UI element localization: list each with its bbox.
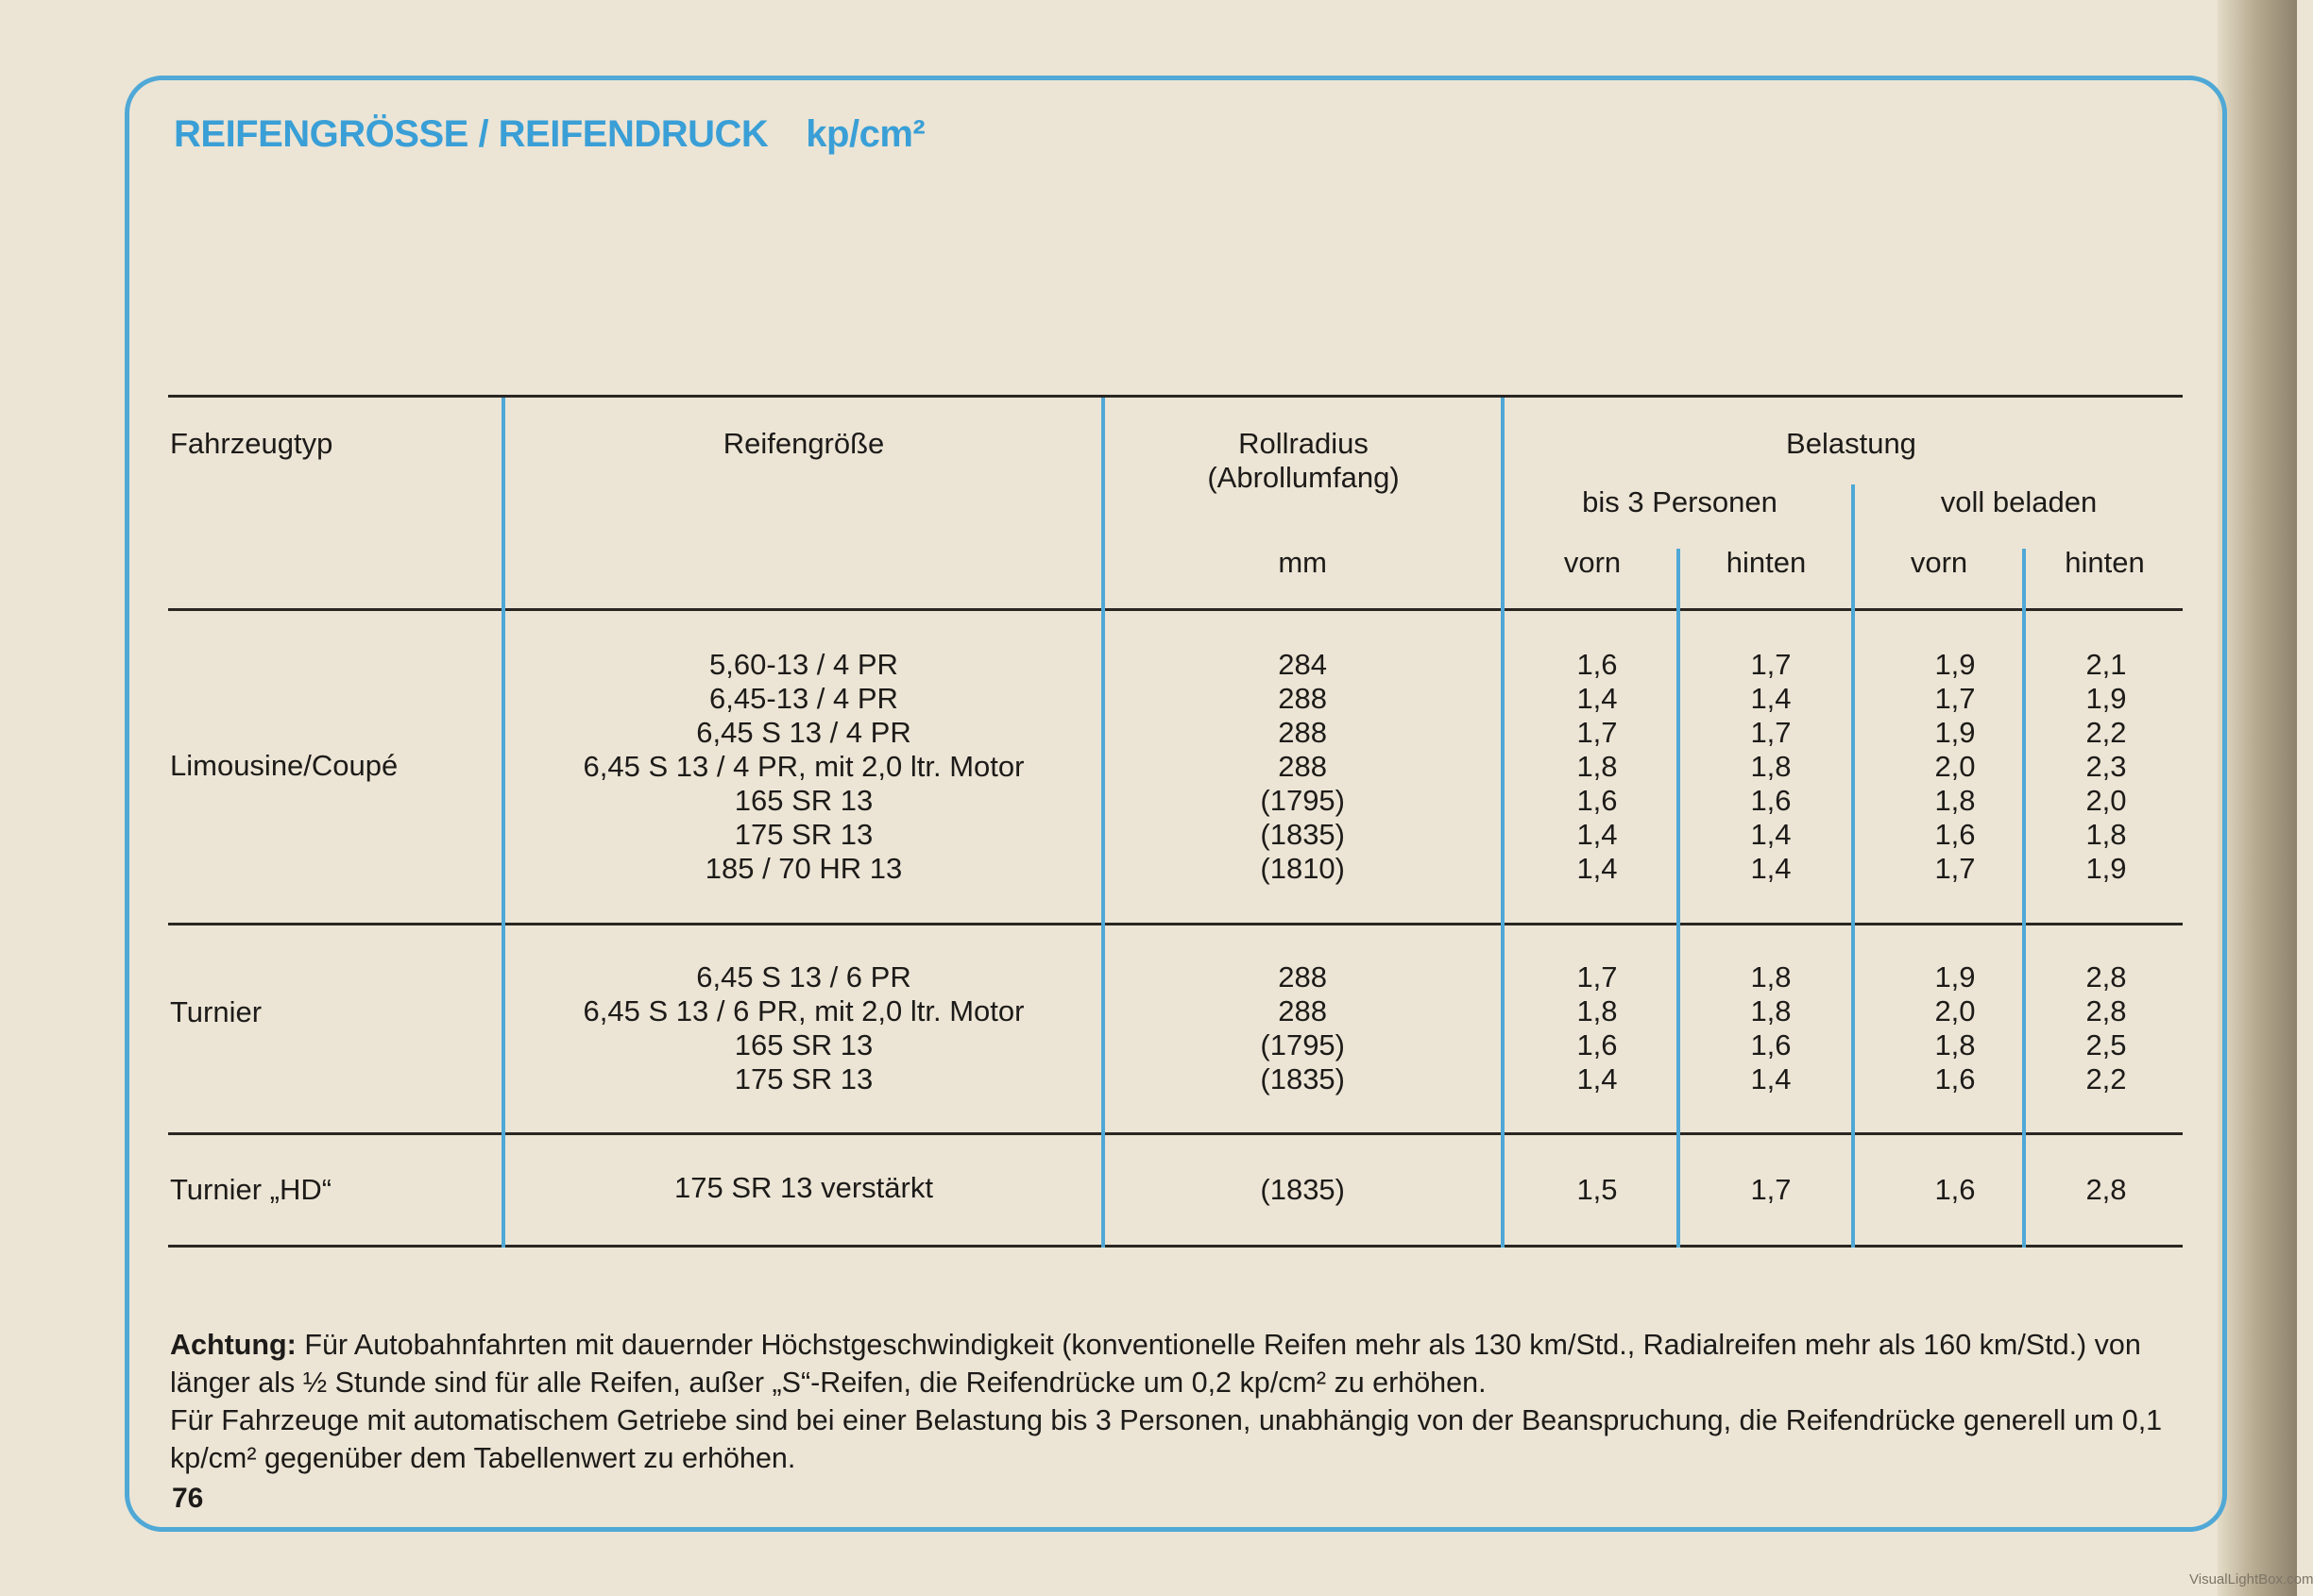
page-title: [174, 113, 925, 156]
table-cell: (1795): [1260, 784, 1345, 817]
vehicle-label: Turnier: [170, 995, 263, 1028]
table-cell: 1,6: [1934, 1173, 1976, 1206]
table-cell: (1795): [1260, 1028, 1345, 1061]
voll-hinten-column: [2031, 648, 2182, 886]
table-cell: 185 / 70 HR 13: [705, 852, 903, 885]
table-cell: 1,6: [1576, 648, 1618, 681]
radius-column: [1162, 648, 1345, 886]
table-cell: 1,7: [1934, 852, 1976, 885]
table-cell: 2,0: [2085, 784, 2127, 817]
table-cell: 1,6: [1934, 1062, 1976, 1095]
table-cell: 1,4: [1750, 1062, 1792, 1095]
title-heading: REIFENGRÖSSE / REIFENDRUCK: [174, 113, 769, 155]
voll-hinten-column: [2031, 960, 2182, 1096]
note-label: Achtung:: [170, 1329, 297, 1361]
vehicle-label: Limousine/Coupé: [170, 749, 399, 782]
table-cell: 6,45 S 13 / 4 PR, mit 2,0 ltr. Motor: [583, 750, 1025, 783]
header-bottom-rule: [168, 608, 2183, 611]
table-top-rule: [168, 395, 2183, 398]
table-cell: 1,8: [1750, 994, 1792, 1027]
column-divider-2: [1101, 398, 1105, 1248]
header-fahrzeugtyp: Fahrzeugtyp: [170, 427, 333, 460]
table-cell: 6,45-13 / 4 PR: [709, 682, 898, 715]
table-cell: 175 SR 13: [734, 818, 874, 851]
table-cell: 288: [1278, 750, 1327, 783]
column-divider-1: [502, 398, 505, 1248]
table-cell: 284: [1278, 648, 1327, 681]
table-cell: 1,9: [1934, 648, 1976, 681]
b3-vorn-column: [1526, 648, 1668, 886]
table-cell: 1,8: [1934, 1028, 1976, 1061]
table-cell: 2,8: [2085, 1173, 2127, 1206]
page-number: 76: [172, 1483, 204, 1514]
table-cell: 165 SR 13: [734, 1028, 874, 1061]
table-cell: 2,8: [2085, 994, 2127, 1027]
table-cell: 2,2: [2085, 716, 2127, 749]
b3-hinten-column: [1681, 960, 1861, 1096]
header-voll-vorn: vorn: [1910, 546, 1968, 579]
table-cell: 175 SR 13: [734, 1062, 874, 1095]
header-b3-vorn: vorn: [1563, 546, 1622, 579]
table-cell: 2,5: [2085, 1028, 2127, 1061]
table-cell: 1,4: [1576, 1062, 1618, 1095]
header-rollradius: Rollradius: [1238, 427, 1369, 460]
table-cell: 1,9: [2085, 682, 2127, 715]
table-cell: 2,2: [2085, 1062, 2127, 1095]
tire-column: [506, 960, 1101, 1096]
column-divider-4: [1676, 549, 1680, 1248]
watermark-text: VisualLightBox.com: [2189, 1571, 2313, 1588]
b3-vorn-column: [1526, 960, 1668, 1096]
note-paragraph: [170, 1326, 2182, 1477]
table-cell: 1,6: [1750, 1028, 1792, 1061]
table-cell: 1,6: [1750, 784, 1792, 817]
table-cell: 288: [1278, 960, 1327, 993]
table-cell: 6,45 S 13 / 6 PR, mit 2,0 ltr. Motor: [583, 994, 1025, 1027]
header-voll: voll beladen: [1940, 485, 2098, 518]
table-cell: 1,6: [1576, 784, 1618, 817]
table-cell: 1,8: [1576, 994, 1618, 1027]
table-cell: 288: [1278, 994, 1327, 1027]
table-cell: 1,4: [1576, 682, 1618, 715]
table-cell: 2,8: [2085, 960, 2127, 993]
table-cell: 1,4: [1750, 682, 1792, 715]
column-divider-3: [1501, 398, 1505, 1248]
table-cell: 1,9: [2085, 852, 2127, 885]
b3-hinten-column: [1681, 648, 1861, 886]
header-belastung: Belastung: [1786, 427, 1916, 460]
header-reifengroesse: Reifengröße: [723, 427, 885, 460]
table-cell: 1,7: [1934, 682, 1976, 715]
header-voll-hinten: hinten: [2065, 546, 2145, 579]
table-cell: 1,7: [1750, 648, 1792, 681]
table-cell: 2,3: [2085, 750, 2127, 783]
title-unit: kp/cm²: [806, 113, 926, 155]
table-cell: (1835): [1260, 1062, 1345, 1095]
table-cell: (1810): [1260, 852, 1345, 885]
table-cell: 5,60-13 / 4 PR: [709, 648, 898, 681]
table-cell: 1,7: [1576, 716, 1618, 749]
table-cell: 1,8: [1576, 750, 1618, 783]
header-mm: mm: [1278, 546, 1327, 579]
table-cell: 1,7: [1750, 716, 1792, 749]
table-cell: (1835): [1260, 1173, 1345, 1206]
table-cell: 1,7: [1750, 1173, 1792, 1206]
table-cell: 1,7: [1576, 960, 1618, 993]
table-cell: 1,6: [1576, 1028, 1618, 1061]
group-rule-1: [168, 923, 2183, 925]
tire-column: [506, 648, 1101, 886]
table-cell: 6,45 S 13 / 4 PR: [696, 716, 911, 749]
table-cell: 1,8: [1750, 960, 1792, 993]
table-cell: 175 SR 13 verstärkt: [674, 1171, 933, 1204]
note-text-2: Für Fahrzeuge mit automatischem Getriebe sind bei einer Belastung bis 3 Personen, unabhängig von der Beanspruchung, die Reifendrücke generell um 0,1 kp/cm² gegenüber dem Tabellenwert zu erhöhen.: [170, 1404, 2163, 1474]
table-cell: 1,4: [1576, 852, 1618, 885]
voll-vorn-column: [1879, 648, 2031, 886]
header-abrollumfang: (Abrollumfang): [1207, 461, 1400, 494]
table-cell: 1,4: [1750, 818, 1792, 851]
table-cell: 1,8: [1934, 784, 1976, 817]
table-cell: 1,4: [1750, 852, 1792, 885]
table-cell: 288: [1278, 682, 1327, 715]
group-rule-2: [168, 1132, 2183, 1135]
voll-vorn-column: [1879, 960, 2031, 1096]
table-cell: 2,0: [1934, 994, 1976, 1027]
table-cell: 2,0: [1934, 750, 1976, 783]
note-text-1: Für Autobahnfahrten mit dauernder Höchstgeschwindigkeit (konventionelle Reifen mehr als 130 km/Std., Radialreifen mehr als 160 km/Std.) von länger als ½ Stunde sind für alle Reifen, außer „S“-Reifen, die Reifendrücke um 0,2 kp/cm² zu erhöhen.: [170, 1329, 2141, 1399]
table-cell: 1,8: [2085, 818, 2127, 851]
radius-column: [1162, 960, 1345, 1096]
table-bottom-rule: [168, 1245, 2183, 1248]
page-edge-shadow: [2218, 0, 2297, 1596]
vehicle-label: Turnier „HD“: [170, 1173, 332, 1206]
table-cell: 2,1: [2085, 648, 2127, 681]
table-cell: 288: [1278, 716, 1327, 749]
table-cell: 1,5: [1576, 1173, 1618, 1206]
table-cell: 6,45 S 13 / 6 PR: [696, 960, 911, 993]
header-bis3: bis 3 Personen: [1582, 485, 1777, 518]
table-cell: 165 SR 13: [734, 784, 874, 817]
table-cell: 1,4: [1576, 818, 1618, 851]
table-cell: 1,9: [1934, 960, 1976, 993]
header-b3-hinten: hinten: [1726, 546, 1807, 579]
table-cell: (1835): [1260, 818, 1345, 851]
table-cell: 1,9: [1934, 716, 1976, 749]
table-cell: 1,8: [1750, 750, 1792, 783]
table-cell: 1,6: [1934, 818, 1976, 851]
